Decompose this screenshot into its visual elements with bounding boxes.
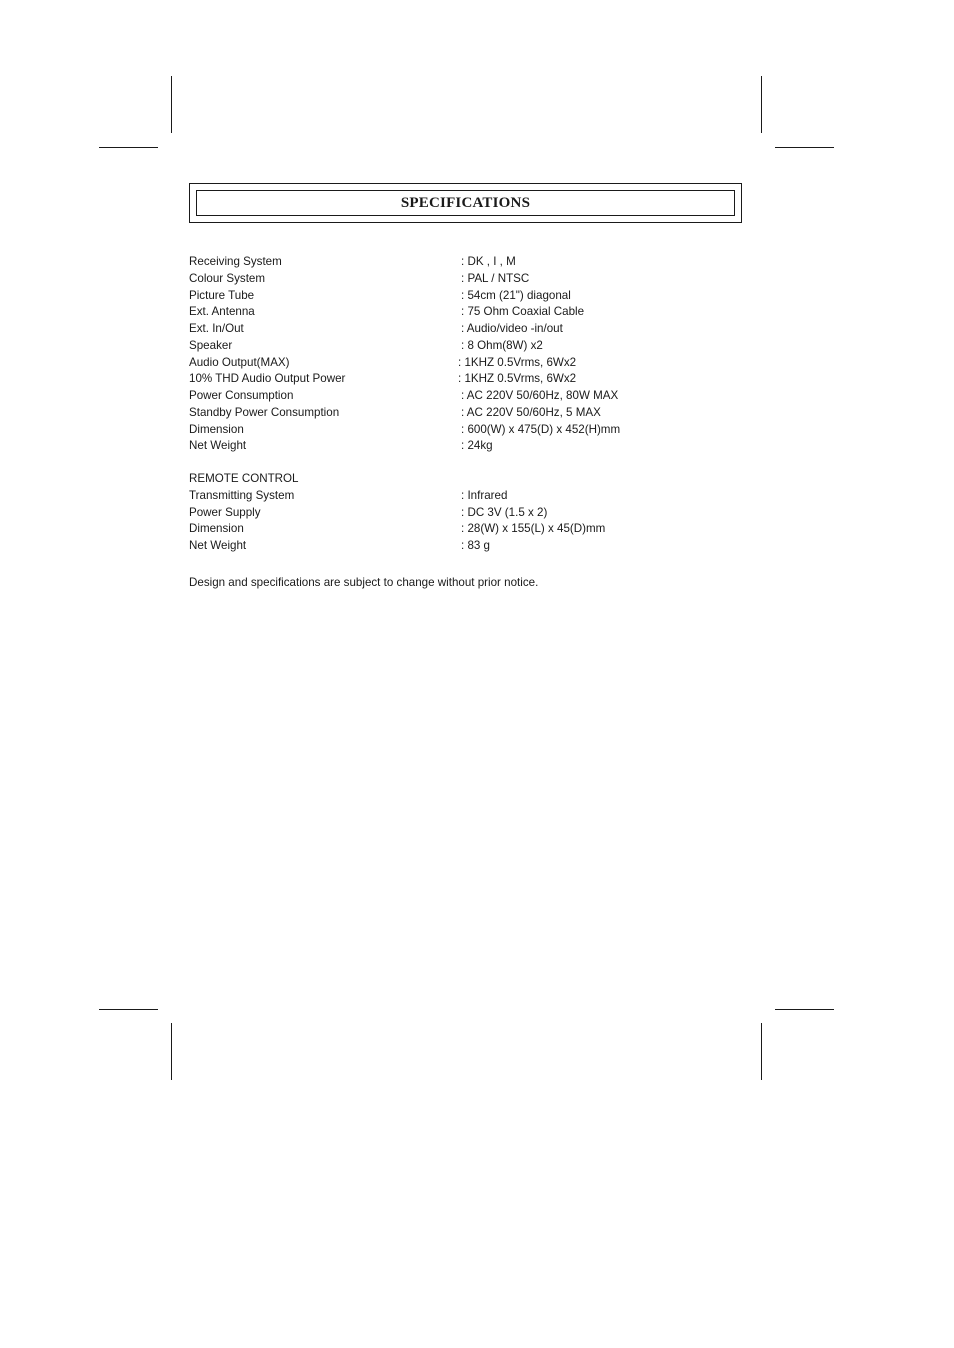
spec-value: : 24kg xyxy=(461,439,493,453)
remote-control-heading: REMOTE CONTROL xyxy=(189,472,299,485)
spec-label: Speaker xyxy=(189,338,233,352)
spec-value: : 75 Ohm Coaxial Cable xyxy=(461,305,585,319)
spec-row xyxy=(189,405,749,422)
spec-label: Picture Tube xyxy=(189,288,255,302)
spec-label: Receiving System xyxy=(189,255,282,268)
title-frame xyxy=(189,183,742,223)
spec-row xyxy=(189,338,749,355)
page-title: SPECIFICATIONS xyxy=(400,194,531,211)
spec-label: Ext. In/Out xyxy=(189,322,244,335)
spec-row xyxy=(189,438,749,455)
tv-spec-group xyxy=(189,254,749,455)
crop-mark-top-right-horizontal xyxy=(775,147,834,148)
spec-label: Dimension xyxy=(189,422,244,436)
spec-value: : 28(W) x 155(L) x 45(D)mm xyxy=(461,522,606,536)
spec-label: Audio Output(MAX) xyxy=(189,355,290,369)
spec-row xyxy=(189,371,749,388)
crop-mark-bottom-right-horizontal xyxy=(775,1009,834,1010)
spec-label: Net Weight xyxy=(189,439,247,453)
spec-value: : DC 3V (1.5 x 2) xyxy=(461,505,548,519)
spec-label: Dimension xyxy=(189,522,244,536)
spec-value: : DK , I , M xyxy=(461,255,516,268)
title-inner-frame xyxy=(196,190,735,216)
crop-mark-bottom-right-vertical xyxy=(761,1023,762,1080)
spec-value: : AC 220V 50/60Hz, 5 MAX xyxy=(461,405,601,419)
spec-row xyxy=(189,321,749,338)
spec-value: : Audio/video -in/out xyxy=(461,322,563,335)
spec-label: Power Consumption xyxy=(189,389,294,402)
spec-row xyxy=(189,538,749,555)
spec-label: Transmitting System xyxy=(189,488,295,502)
spec-label: Power Supply xyxy=(189,505,261,519)
spec-value: : 8 Ohm(8W) x2 xyxy=(461,338,543,352)
spec-value: : 83 g xyxy=(461,539,491,552)
spec-row xyxy=(189,422,749,439)
section-spacer xyxy=(189,455,749,471)
spec-row xyxy=(189,521,749,538)
spec-label: 10% THD Audio Output Power xyxy=(189,372,346,386)
spec-row xyxy=(189,288,749,305)
spec-label: Net Weight xyxy=(189,539,247,552)
spec-row xyxy=(189,388,749,405)
spec-row xyxy=(189,505,749,522)
spec-value: : AC 220V 50/60Hz, 80W MAX xyxy=(461,389,619,402)
spec-row xyxy=(189,488,749,505)
spec-row xyxy=(189,304,749,321)
spec-value: : 600(W) x 475(D) x 452(H)mm xyxy=(461,422,621,436)
spec-list xyxy=(189,254,749,555)
spec-label: Standby Power Consumption xyxy=(189,405,340,419)
spec-value: : 1KHZ 0.5Vrms, 6Wx2 xyxy=(458,355,577,369)
spec-value: : PAL / NTSC xyxy=(461,271,530,285)
spec-label: Colour System xyxy=(189,271,266,285)
spec-label: Ext. Antenna xyxy=(189,305,255,319)
crop-mark-top-left-horizontal xyxy=(99,147,158,148)
crop-mark-top-right-vertical xyxy=(761,76,762,133)
spec-row xyxy=(189,271,749,288)
remote-spec-group xyxy=(189,471,749,555)
spec-row xyxy=(189,355,749,372)
crop-mark-bottom-left-vertical xyxy=(171,1023,172,1080)
spec-value: : Infrared xyxy=(461,488,508,502)
footnote: Design and specifications are subject to change without prior notice. xyxy=(189,576,539,589)
crop-mark-top-left-vertical xyxy=(171,76,172,133)
spec-value: : 1KHZ 0.5Vrms, 6Wx2 xyxy=(458,372,577,386)
crop-mark-bottom-left-horizontal xyxy=(99,1009,158,1010)
spec-row xyxy=(189,254,749,271)
spec-value: : 54cm (21") diagonal xyxy=(461,288,571,302)
